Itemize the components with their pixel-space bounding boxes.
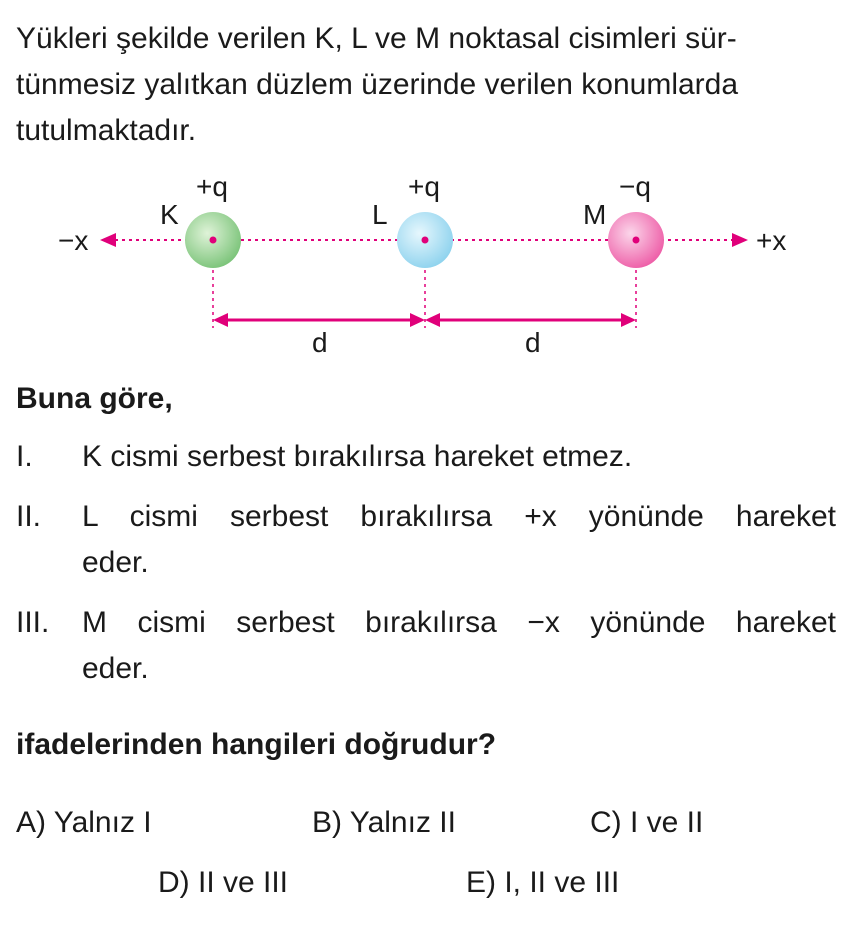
option-e[interactable]: E) I, II ve III: [466, 866, 620, 899]
charge-l-name: L: [372, 199, 388, 230]
intro-line-1: Yükleri şekilde verilen K, L ve M noktasal cisimleri sür-: [16, 22, 737, 55]
charge-k-value: +q: [196, 171, 228, 202]
charge-l-value: +q: [408, 171, 440, 202]
statement-3-line-2: eder.: [82, 652, 149, 685]
statement-1-number: I.: [16, 440, 33, 473]
statement-2-line-1: L cismi serbest bırakılırsa +x yönünde hareket: [82, 500, 836, 533]
option-a[interactable]: A) Yalnız I: [16, 806, 152, 839]
option-b[interactable]: B) Yalnız II: [312, 806, 456, 839]
distance-label-1: d: [312, 327, 328, 358]
charge-m-name: M: [583, 199, 607, 230]
charge-diagram: [0, 170, 866, 370]
statement-3-number: III.: [16, 606, 50, 639]
charge-k: [185, 212, 241, 268]
option-c[interactable]: C) I ve II: [590, 806, 704, 839]
intro-line-2: tünmesiz yalıtkan düzlem üzerinde verilen konumlarda: [16, 68, 739, 101]
x-axis-neg-arrow: [100, 233, 116, 247]
axis-neg-label: −x: [58, 225, 89, 256]
charge-m: [608, 212, 664, 268]
statement-3-line-1: M cismi serbest bırakılırsa −x yönünde hareket: [82, 606, 836, 639]
buna-gore: Buna göre,: [16, 382, 173, 415]
charge-m-value: −q: [619, 171, 651, 202]
statement-2-line-2: eder.: [82, 546, 149, 579]
question-prompt: ifadelerinden hangileri doğrudur?: [16, 728, 497, 761]
statement-1-text: K cismi serbest bırakılırsa hareket etmez.: [82, 440, 633, 473]
intro-line-3: tutulmaktadır.: [16, 114, 197, 147]
charge-l: [397, 212, 453, 268]
statement-2-number: II.: [16, 500, 42, 533]
axis-pos-label: +x: [756, 225, 787, 256]
charge-k-name: K: [160, 199, 179, 230]
distance-arrow-lm: [425, 313, 636, 327]
distance-arrow-kl: [213, 313, 425, 327]
x-axis-pos-arrow: [732, 233, 748, 247]
distance-label-2: d: [525, 327, 541, 358]
option-d[interactable]: D) II ve III: [158, 866, 289, 899]
